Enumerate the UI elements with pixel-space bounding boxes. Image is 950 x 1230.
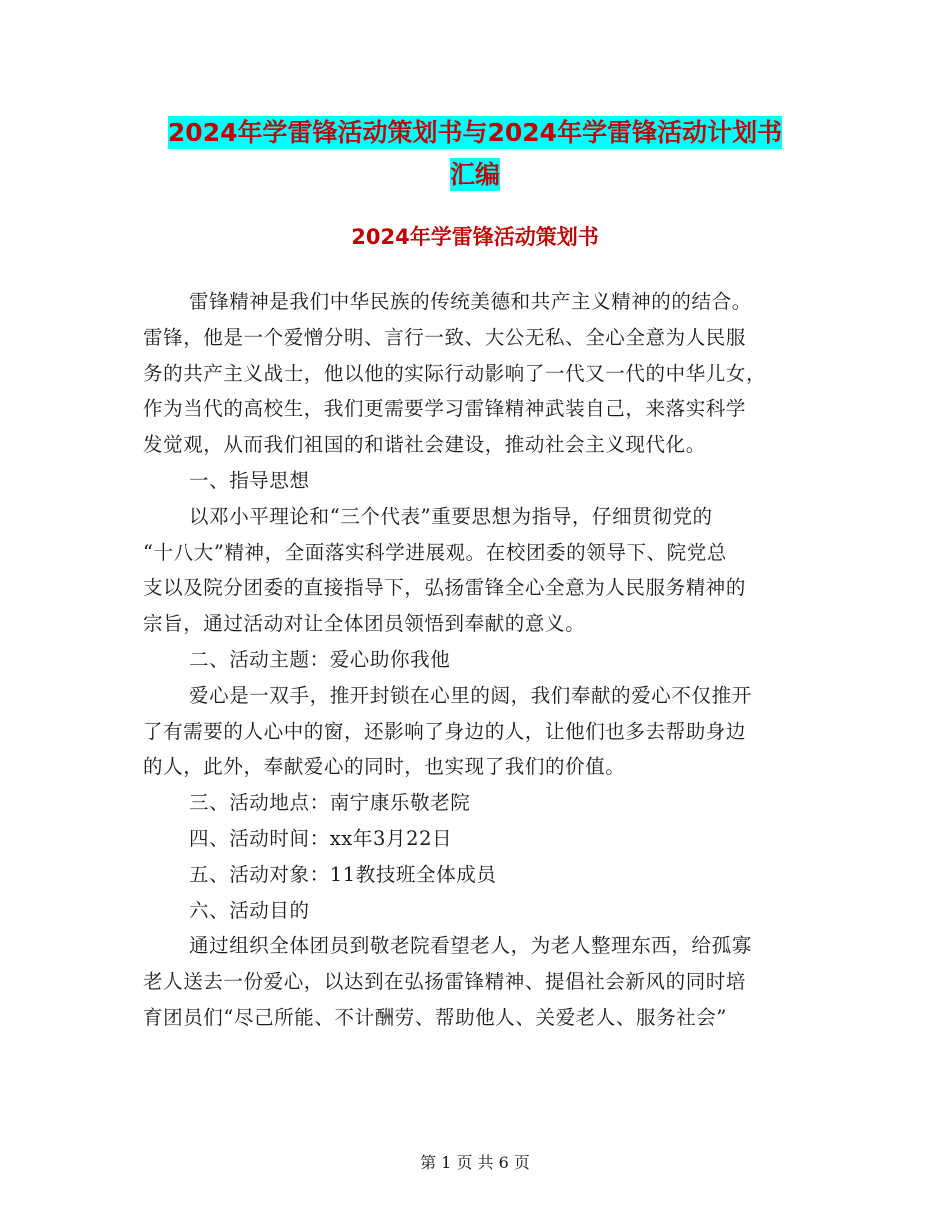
body-line: 以邓小平理论和“三个代表”重要思想为指导，仔细贯彻党的 <box>189 504 713 528</box>
body-line: 务的共产主义战士，他以他的实际行动影响了一代又一代的中华儿女， <box>143 361 767 385</box>
body-line: “十八大”精神，全面落实科学进展观。在校团委的领导下、院党总 <box>143 540 727 564</box>
body-line: 作为当代的高校生，我们更需要学习雷锋精神武装自己，来落实科学 <box>143 397 747 421</box>
section-title: 2024年学雷锋活动策划书 <box>351 225 599 249</box>
body-line: 通过组织全体团员到敬老院看望老人，为老人整理东西，给孤寡 <box>189 934 752 958</box>
body-line: 五、活动对象：11教技班全体成员 <box>189 862 497 886</box>
document-title-highlight-1: 2024年学雷锋活动策划书与2024年学雷锋活动计划书 <box>167 118 783 147</box>
body-line: 四、活动时间：xx年3月22日 <box>189 826 453 850</box>
body-line: 雷锋精神是我们中华民族的传统美德和共产主义精神的的结合。 <box>189 290 752 313</box>
document-title-line-2 <box>0 153 950 197</box>
body-line: 三、活动地点：南宁康乐敬老院 <box>189 791 471 815</box>
body-line: 支以及院分团委的直接指导下，弘扬雷锋全心全意为人民服务精神的 <box>143 576 747 600</box>
body-line: 发觉观，从而我们祖国的和谐社会建设，推动社会主义现代化。 <box>143 433 706 457</box>
body-line: 二、活动主题：爱心助你我他 <box>189 647 451 671</box>
body-line: 六、活动目的 <box>189 898 310 922</box>
body-line: 雷锋，他是一个爱憎分明、言行一致、大公无私、全心全意为人民服 <box>143 325 747 349</box>
body-line: 的人，此外，奉献爱心的同时，也实现了我们的价值。 <box>143 755 626 779</box>
body-line: 宗旨，通过活动对让全体团员领悟到奉献的意义。 <box>143 612 586 636</box>
body-line: 一、指导思想 <box>189 468 310 492</box>
document-title-line-1 <box>0 111 950 155</box>
body-line: 育团员们“尽己所能、不计酬劳、帮助他人、关爱老人、服务社会” <box>143 1005 727 1029</box>
document-title-highlight-2: 汇编 <box>449 160 500 189</box>
page-footer: 第 1 页 共 6 页 <box>420 1153 530 1172</box>
body-line: 爱心是一双手，推开封锁在心里的闼，我们奉献的爱心不仅推开 <box>189 683 752 707</box>
body-text <box>143 284 807 1036</box>
body-line: 老人送去一份爱心，以达到在弘扬雷锋精神、提倡社会新风的同时培 <box>143 970 747 994</box>
body-line: 了有需要的人心中的窗，还影响了身边的人，让他们也多去帮助身边 <box>143 719 747 743</box>
